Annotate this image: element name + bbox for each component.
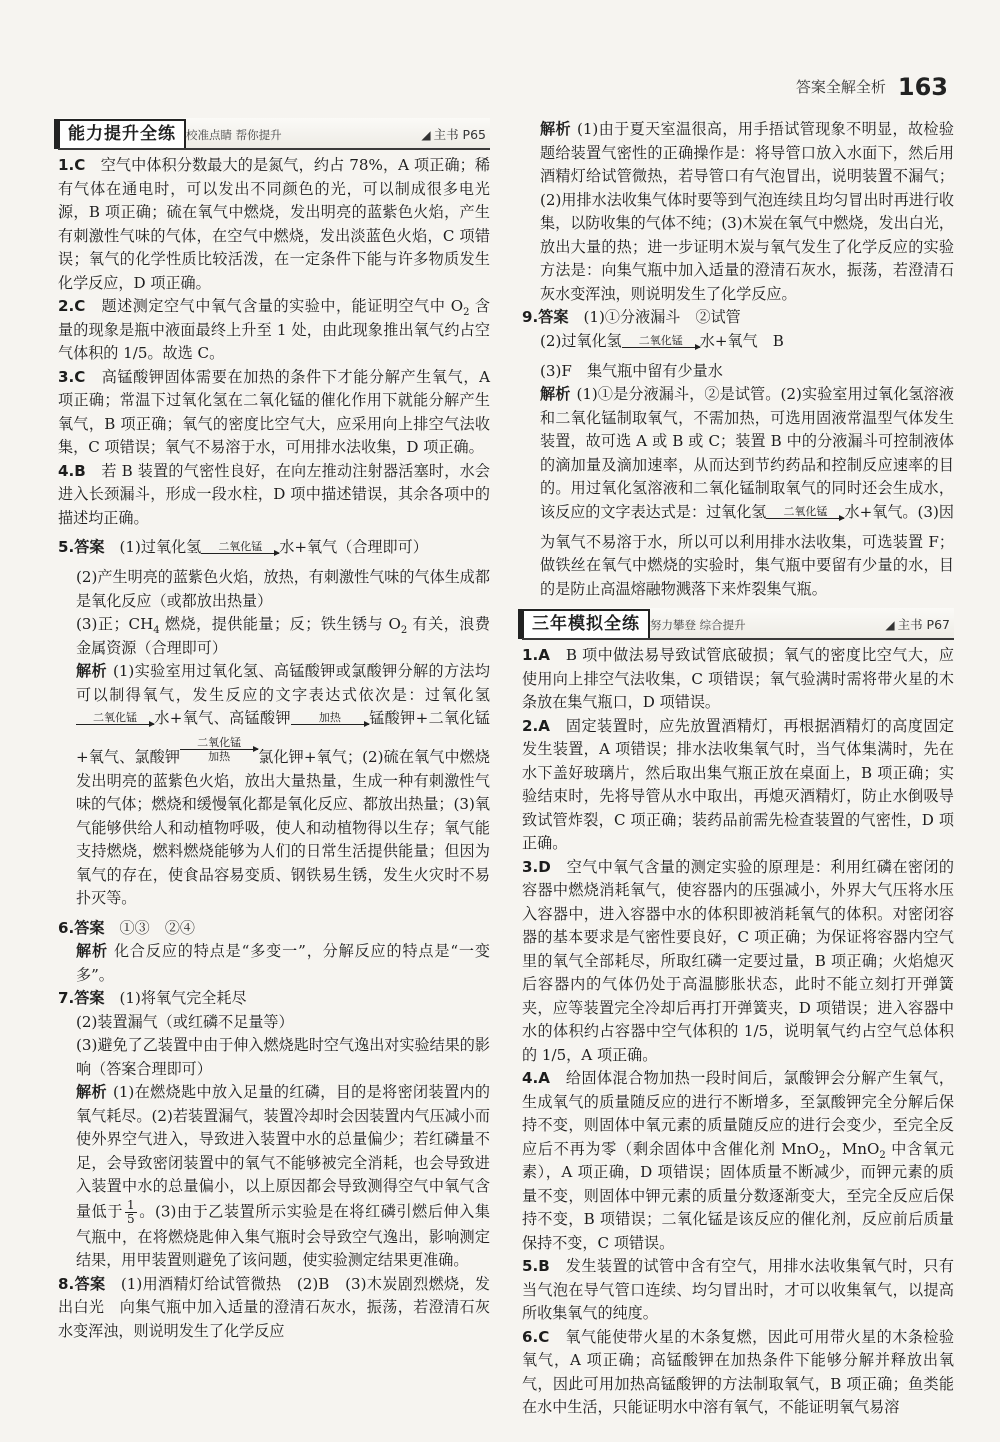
answer-item: 4.B 若 B 装置的气密性良好，在向左推动注射器活塞时，水会进入长颈漏斗，形成一段水柱，D 项中描述错误，其余各项中的描述均正确。 xyxy=(58,461,490,527)
answer-item: 2.C 题述测定空气中氧气含量的实验中，能证明空气中 $O_2$ 含量的现象是瓶中液面最终上升至 1 处，由此现象推出氧气约占空气体积的 1/5。故选 C。 xyxy=(58,297,490,362)
answer-line: (2)过氧化氢 二氧化锰 水+氧气 B xyxy=(522,330,954,360)
reaction-arrow: 二氧化锰 加热 xyxy=(180,737,258,762)
answer-item: 3.C 高锰酸钾固体需要在加热的条件下才能分解产生氧气，A 项正确；常温下过氧化氢在二氧化锰的催化作用下就能分解产生氧气，B 项正确；氧气的密度比空气大，应采用向上排空气法收集，C 项错误；氧气不易溶于水，可用排水法收集，D 项正确。 xyxy=(58,367,490,456)
answer-line: (2)装置漏气（或红磷不足量等） xyxy=(76,1012,294,1031)
explanation: 解析 (1)①是分液漏斗，②是试管。(2)实验室用过氧化氢溶液和二氧化锰制取氧气，不需加热，可选用固液常温型气体发生装置，故可选 A 或 B 或 C；装置 B 中的分液漏斗可控制液体的滴加量及滴加速率，从而达到节约药品和控制反应速率的目的。用过氧化氢溶液和二氧化锰制取氧气的同时还会生成水，该反应的文字表达式是：过氧化氢 二氧化锰 水+氧气。(3)因为氧气不易溶于水，所以可以利用排水法收集，可选装置 F；做铁丝在氧气中燃烧的实验时，集气瓶中要留有少量的水，目的是防止高温熔融物溅落下来炸裂集气瓶。 xyxy=(540,385,954,598)
left-column xyxy=(58,118,490,1343)
section-subtitle: 努力攀登 综合提升 xyxy=(650,618,746,632)
section-subtitle: 校准点睛 帮你提升 xyxy=(186,128,282,142)
answer-item: 2.A 固定装置时，应先放置酒精灯，再根据酒精灯的高度固定发生装置，A 项错误；排水法收集氧气时，当气体集满时，先在水下盖好玻璃片，然后取出集气瓶正放在桌面上，B 项正确；实验结束时，先将导管从水中取出，再熄灭酒精灯，防止水倒吸导致试管炸裂，C 项正确；装药品前需先检查装置的气密性，D 项正确。 xyxy=(522,716,954,852)
answer-line: (3)F 集气瓶中留有少量水 xyxy=(540,361,723,380)
answer-item: 1.A B 项中做法易导致试管底破损；氧气的密度比空气大，应使用向上排空气法收集，C 项错误；氧气验满时需将带火星的木条放在集气瓶口，D 项错误。 xyxy=(522,646,954,711)
answer-item: 7.答案 (1)将氧气完全耗尽 xyxy=(58,989,247,1007)
right-column-top xyxy=(522,118,954,601)
reaction-arrow: 加热 xyxy=(291,712,369,737)
answer-item: 8.答案 (1)用酒精灯给试管微热 (2)B (3)木炭剧烈燃烧，发出白光 向集气瓶中加入适量的澄清石灰水，振荡，若澄清石灰水变浑浊，则说明发生了化学反应 xyxy=(58,1274,490,1340)
book-ref: ◢ 主书 P65 xyxy=(421,127,486,142)
section-title: 三年模拟全练 xyxy=(522,609,650,638)
fraction: $\frac{1}{5}$ xyxy=(127,1197,135,1226)
page-number: 163 xyxy=(897,73,948,102)
section-title: 能力提升全练 xyxy=(58,119,186,148)
answer-item: 1.C 空气中体积分数最大的是氮气，约占 78%，A 项正确；稀有气体在通电时，可以发出不同颜色的光，可以制成很多电光源，B 项正确；硫在氧气中燃烧，发出明亮的蓝紫色火焰，产生有刺激性气味的气体，在空气中燃烧，发出淡蓝色火焰，C 项错误；氧气的化学性质比较活泼，在一定条件下能与许多物质发生化学反应，D 项正确。 xyxy=(58,156,490,292)
book-ref: ◢ 主书 P67 xyxy=(885,617,950,632)
section-banner-three-year xyxy=(522,608,954,640)
answer-item: 5.B 发生装置的试管中含有空气，用排水法收集氧气时，只有当气泡在导气管口连续、均匀冒出时，才可以收集氧气，以提高所收集氧气的纯度。 xyxy=(522,1257,954,1322)
header-title: 答案全解全析 xyxy=(795,78,886,97)
answer-item: 4.A 给固体混合物加热一段时间后，氯酸钾会分解产生氧气，生成氧气的质量随反应的进行不断增多，至氯酸钾完全分解后保持不变，则固体中氧元素的质量随反应的进行会变少，至完全反应后不再为零（剩余固体中含催化剂 MnO$_2$，MnO$_2$ 中含氧元素），A 项正确，D 项错误；固体质量不断减少，而钾元素的质量不变，则固体中钾元素的质量分数逐渐变大，至完全反应后保持不变，B 项错误；二氧化锰是该反应的催化剂，反应前后质量保持不变，C 项错误。 xyxy=(522,1069,954,1252)
reaction-arrow: 二氧化锰 xyxy=(622,335,700,360)
explanation: 解析 (1)在燃烧匙中放入足量的红磷，目的是将密闭装置内的氧气耗尽。(2)若装置漏气，装置冷却时会因装置内气压减小而使外界空气进入，导致进入装置中水的总量偏少；若红磷量不足，会导致密闭装置中的氧气不能够被完全消耗，也会导致进入装置中水的总量偏小，以上原因都会导致测得空气中氧气含量低于 $\frac{1}{5}$ 。(3)由于乙装置所示实验是在将红磷引燃后伸入集气瓶中，在将燃烧匙伸入集气瓶时会导致空气逸出，影响测定结果，用甲装置则避免了该问题，使实验测定结果更准确。 xyxy=(76,1083,490,1269)
explanation: 解析 (1)实验室用过氧化氢、高锰酸钾或氯酸钾分解的方法均可以制得氧气，发生反应的文字表达式依次是：过氧化氢 二氧化锰 水+氧气、高锰酸钾 加热 锰酸钾+二氧化锰+氧气、氯酸钾 二氧化锰 加热 氯化钾+氧气；(2)硫在氧气中燃烧发出明亮的蓝紫色火焰，放出大量热量，生成一种有刺激性气味的气体；燃烧和缓慢氧化都是氧化反应、都放出热量；(3)氧气能够供给人和动植物呼吸，使人和动植物得以生存；氧气能支持燃烧，燃料燃烧能够为人们的日常生活提供能量；但因为氧气的存在，使食品容易变质、钢铁易生锈，发生火灾时不易扑灭等。 xyxy=(76,662,491,907)
explanation: 解析 化合反应的特点是“多变一”，分解反应的特点是“一变多”。 xyxy=(76,942,490,984)
answer-item: 9.答案 (1)①分液漏斗 ②试管 xyxy=(522,308,741,326)
answer-item: 5.答案 (1)过氧化氢 二氧化锰 水+氧气（合理即可） xyxy=(58,536,490,566)
answer-line: (3)避免了乙装置中由于伸入燃烧匙时空气逸出对实验结果的影响（答案合理即可） xyxy=(76,1036,490,1078)
reaction-arrow: 二氧化锰 xyxy=(201,541,279,566)
pencil-arrow-icon: ◢ xyxy=(885,618,895,632)
answer-line: (3)正；$CH_4$ 燃烧，提供能量；反；铁生锈与 $O_2$ 有关，浪费金属资源（合理即可） xyxy=(76,615,490,657)
pencil-arrow-icon: ◢ xyxy=(421,128,431,142)
explanation: 解析 (1)由于夏天室温很高，用手捂试管现象不明显，故检验题给装置气密性的正确操作是：将导管口放入水面下，然后用酒精灯给试管微热，若导管口有气泡冒出，说明装置不漏气；(2)用排水法收集气体时要等到气泡连续且均匀冒出时再进行收集，以防收集的气体不纯；(3)木炭在氧气中燃烧，发出白光，放出大量的热；进一步证明木炭与氧气发生了化学反应的实验方法是：向集气瓶中加入适量的澄清石灰水，振荡，若澄清石灰水变浑浊，则说明发生了化学反应。 xyxy=(540,120,954,303)
answer-item: 6.答案 ①③ ②④ xyxy=(58,918,196,937)
answer-item: 6.C 氧气能使带火星的木条复燃，因此可用带火星的木条检验氧气，A 项正确；高锰酸钾在加热条件下能够分解并释放出氧气，因此可用加热高锰酸钾的方法制取氧气，B 项正确；鱼类能在水中生活，只能证明水中溶有氧气，不能证明氧气易溶 xyxy=(522,1327,954,1416)
answer-line: (2)产生明亮的蓝紫色火焰，放热，有刺激性气味的气体生成都是氧化反应（或都放出热量） xyxy=(76,568,490,610)
page-header xyxy=(796,72,948,104)
answer-item: 3.D 空气中氧气含量的测定实验的原理是：利用红磷在密闭的容器中燃烧消耗氧气，使容器内的压强减小，外界大气压将水压入容器中，进入容器中水的体积即被消耗氧气的体积。对密闭容器的基本要求是气密性要良好，C 项正确；为保证将容器内空气里的氧气全部耗尽，所取红磷一定要过量，B 项正确；火焰熄灭后容器内的气体仍处于高温膨胀状态，此时不能立刻打开弹簧夹，应等装置完全冷却后再打开弹簧夹，D 项错误；进入容器中水的体积约占容器中空气体积的 1/5，说明氧气约占空气总体积的 1/5，A 项正确。 xyxy=(522,857,954,1064)
section-banner-ability xyxy=(58,118,490,150)
right-column-bottom xyxy=(522,608,954,1420)
reaction-arrow: 二氧化锰 xyxy=(76,712,154,737)
reaction-arrow: 二氧化锰 xyxy=(766,506,844,531)
